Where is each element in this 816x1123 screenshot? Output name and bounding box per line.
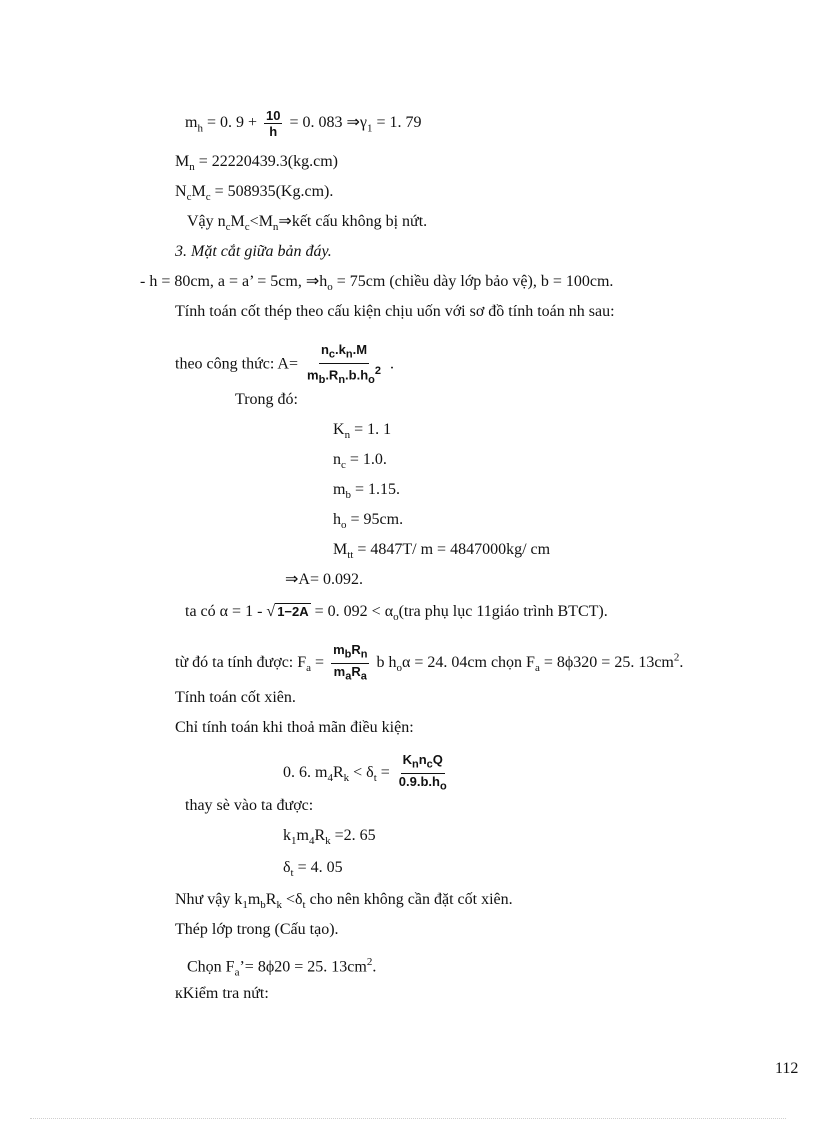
param-Kn: $K_n = 1$. 1 (333, 421, 392, 442)
text-condition: Chỉ tính toán khi thoả mãn điều kiện: (175, 719, 414, 736)
formula-M-n: $M_n = 22220439.3(kg.cm)$ (175, 153, 338, 174)
formula-NcMc: $N_cM_c = 508935(Kg.cm)$. (175, 183, 334, 204)
formula-delta-t: 0. 6. $m_4R_k < \delta_t$ = $\frac{K_nn_cQ}{0.9.b.h_o}$ (283, 752, 447, 793)
formula-m-h: $m_h = 0$. 9 + $\frac{10}{h}$ = 0. 083 $\Rightarrow\gamma_1 = 1$. 79 (185, 108, 422, 139)
page-divider (30, 1118, 786, 1119)
param-Mtt: $M_{tt} = 4847T/$ m = 4847000kg/ cm (333, 541, 551, 562)
section-heading: 3. Mặt cắt giữa bản đáy. (175, 243, 332, 260)
param-ho: $h_o = 95cm$. (333, 511, 404, 532)
formula-Fa: từ đó ta tính được: $F_a$ = $\frac{m_bR_n}{m_aR_a}$ b $h_o\alpha = 24$. 04cm chọn $F_a = 8\phi 320 = 25$. $13cm^2$. (175, 642, 684, 683)
text-rebar-calc: Tính toán cốt thép theo cấu kiện chịu uốn với sơ đồ tính toán nh sau: (175, 303, 615, 320)
fraction-10-over-h: $\frac{10}{h}$ (266, 108, 281, 139)
page-number: 112 (775, 1060, 799, 1077)
formula-alpha: ta có α = 1 - √ 1−2A = 0. $092 < \alpha_o(tra$ phụ lục 11giáo trình BTCT). (185, 603, 608, 624)
text-crack-check: кKiểm tra nứt: (175, 985, 269, 1002)
text-inner-layer: Thép lớp trong (Cấu tạo). (175, 921, 339, 938)
parameters-line: - h = 80cm, a = a’ = 5cm, $\Rightarrow h_o = 75cm$ (chiều dày lớp bảo vệ), b = 100cm. (140, 273, 614, 294)
formula-A: theo công thức: A= $\frac{n_c.k_n.M}{m_b.R_n.b.h_o^2}$ . (175, 342, 395, 386)
text-shear-rebar: Tính toán cốt xiên. (175, 689, 296, 706)
conclusion-no-crack: Vậy $n_cM_c<M_n\Rightarrow kết$ cấu không bị nứt. (187, 213, 428, 234)
param-nc: $n_c = 1.0$. (333, 451, 387, 472)
result-A: ⇒A= 0.092. (285, 571, 363, 588)
fraction-A: $\frac{n_c.k_n.M}{m_b.R_n.b.h_o^2}$ (307, 342, 382, 386)
fraction-Fa: $\frac{m_bR_n}{m_aR_a}$ (333, 642, 368, 683)
value-delta-t: $\delta_t = 4$. 05 (283, 859, 343, 880)
fraction-delta-t: $\frac{K_nn_cQ}{0.9.b.h_o}$ (398, 752, 447, 793)
text-substitute: thay sè vào ta được: (185, 797, 314, 814)
text-trong-do: Trong đó: (235, 391, 298, 408)
param-mb: $m_b = 1.15$. (333, 481, 400, 502)
formula-choose-Fa: Chọn $F_a’= 8\phi 20 = 25$. $13cm^2$. (187, 956, 377, 979)
conclusion-no-shear-rebar: Như vậy $k_1m_bR_k <\delta_t$ cho nên không cần đặt cốt xiên. (175, 891, 513, 912)
value-k1m4Rk: $k_1m_4R_k =2$. 65 (283, 827, 376, 848)
